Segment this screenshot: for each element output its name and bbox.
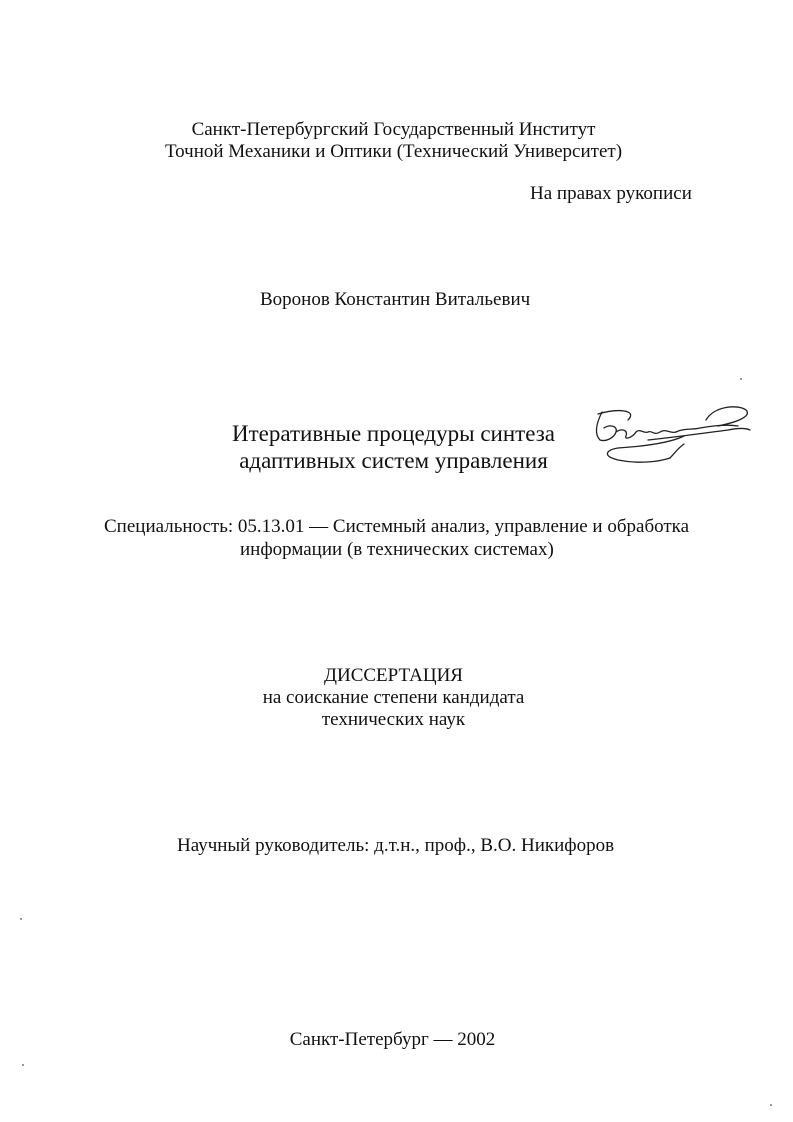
scientific-supervisor: Научный руководитель: д.т.н., проф., В.О. Никифоров <box>177 835 615 856</box>
thesis-title-line-2: адаптивных систем управления <box>239 448 548 473</box>
scan-speck <box>740 378 742 380</box>
thesis-title-line-1: Итеративные процедуры синтеза <box>231 421 555 446</box>
manuscript-rights-note: На правах рукописи <box>530 183 692 204</box>
scan-speck <box>20 918 22 920</box>
dissertation-degree-line: на соискание степени кандидата <box>262 687 525 708</box>
scan-speck <box>770 1104 772 1106</box>
dissertation-heading: ДИССЕРТАЦИЯ <box>324 665 463 686</box>
scan-speck <box>22 1064 24 1066</box>
institution-name-line-2: Точной Механики и Оптики (Технический Университет) <box>164 141 623 162</box>
dissertation-field-line: технических наук <box>321 709 466 730</box>
author-signature <box>588 398 758 478</box>
specialty-line-2: информации (в технических системах) <box>240 539 554 560</box>
city-and-year: Санкт-Петербург — 2002 <box>289 1029 496 1050</box>
author-name: Воронов Константин Витальевич <box>260 289 531 310</box>
institution-name-line-1: Санкт-Петербургский Государственный Институт <box>191 119 596 140</box>
specialty-line-1: Специальность: 05.13.01 — Системный анализ, управление и обработка <box>104 516 690 537</box>
